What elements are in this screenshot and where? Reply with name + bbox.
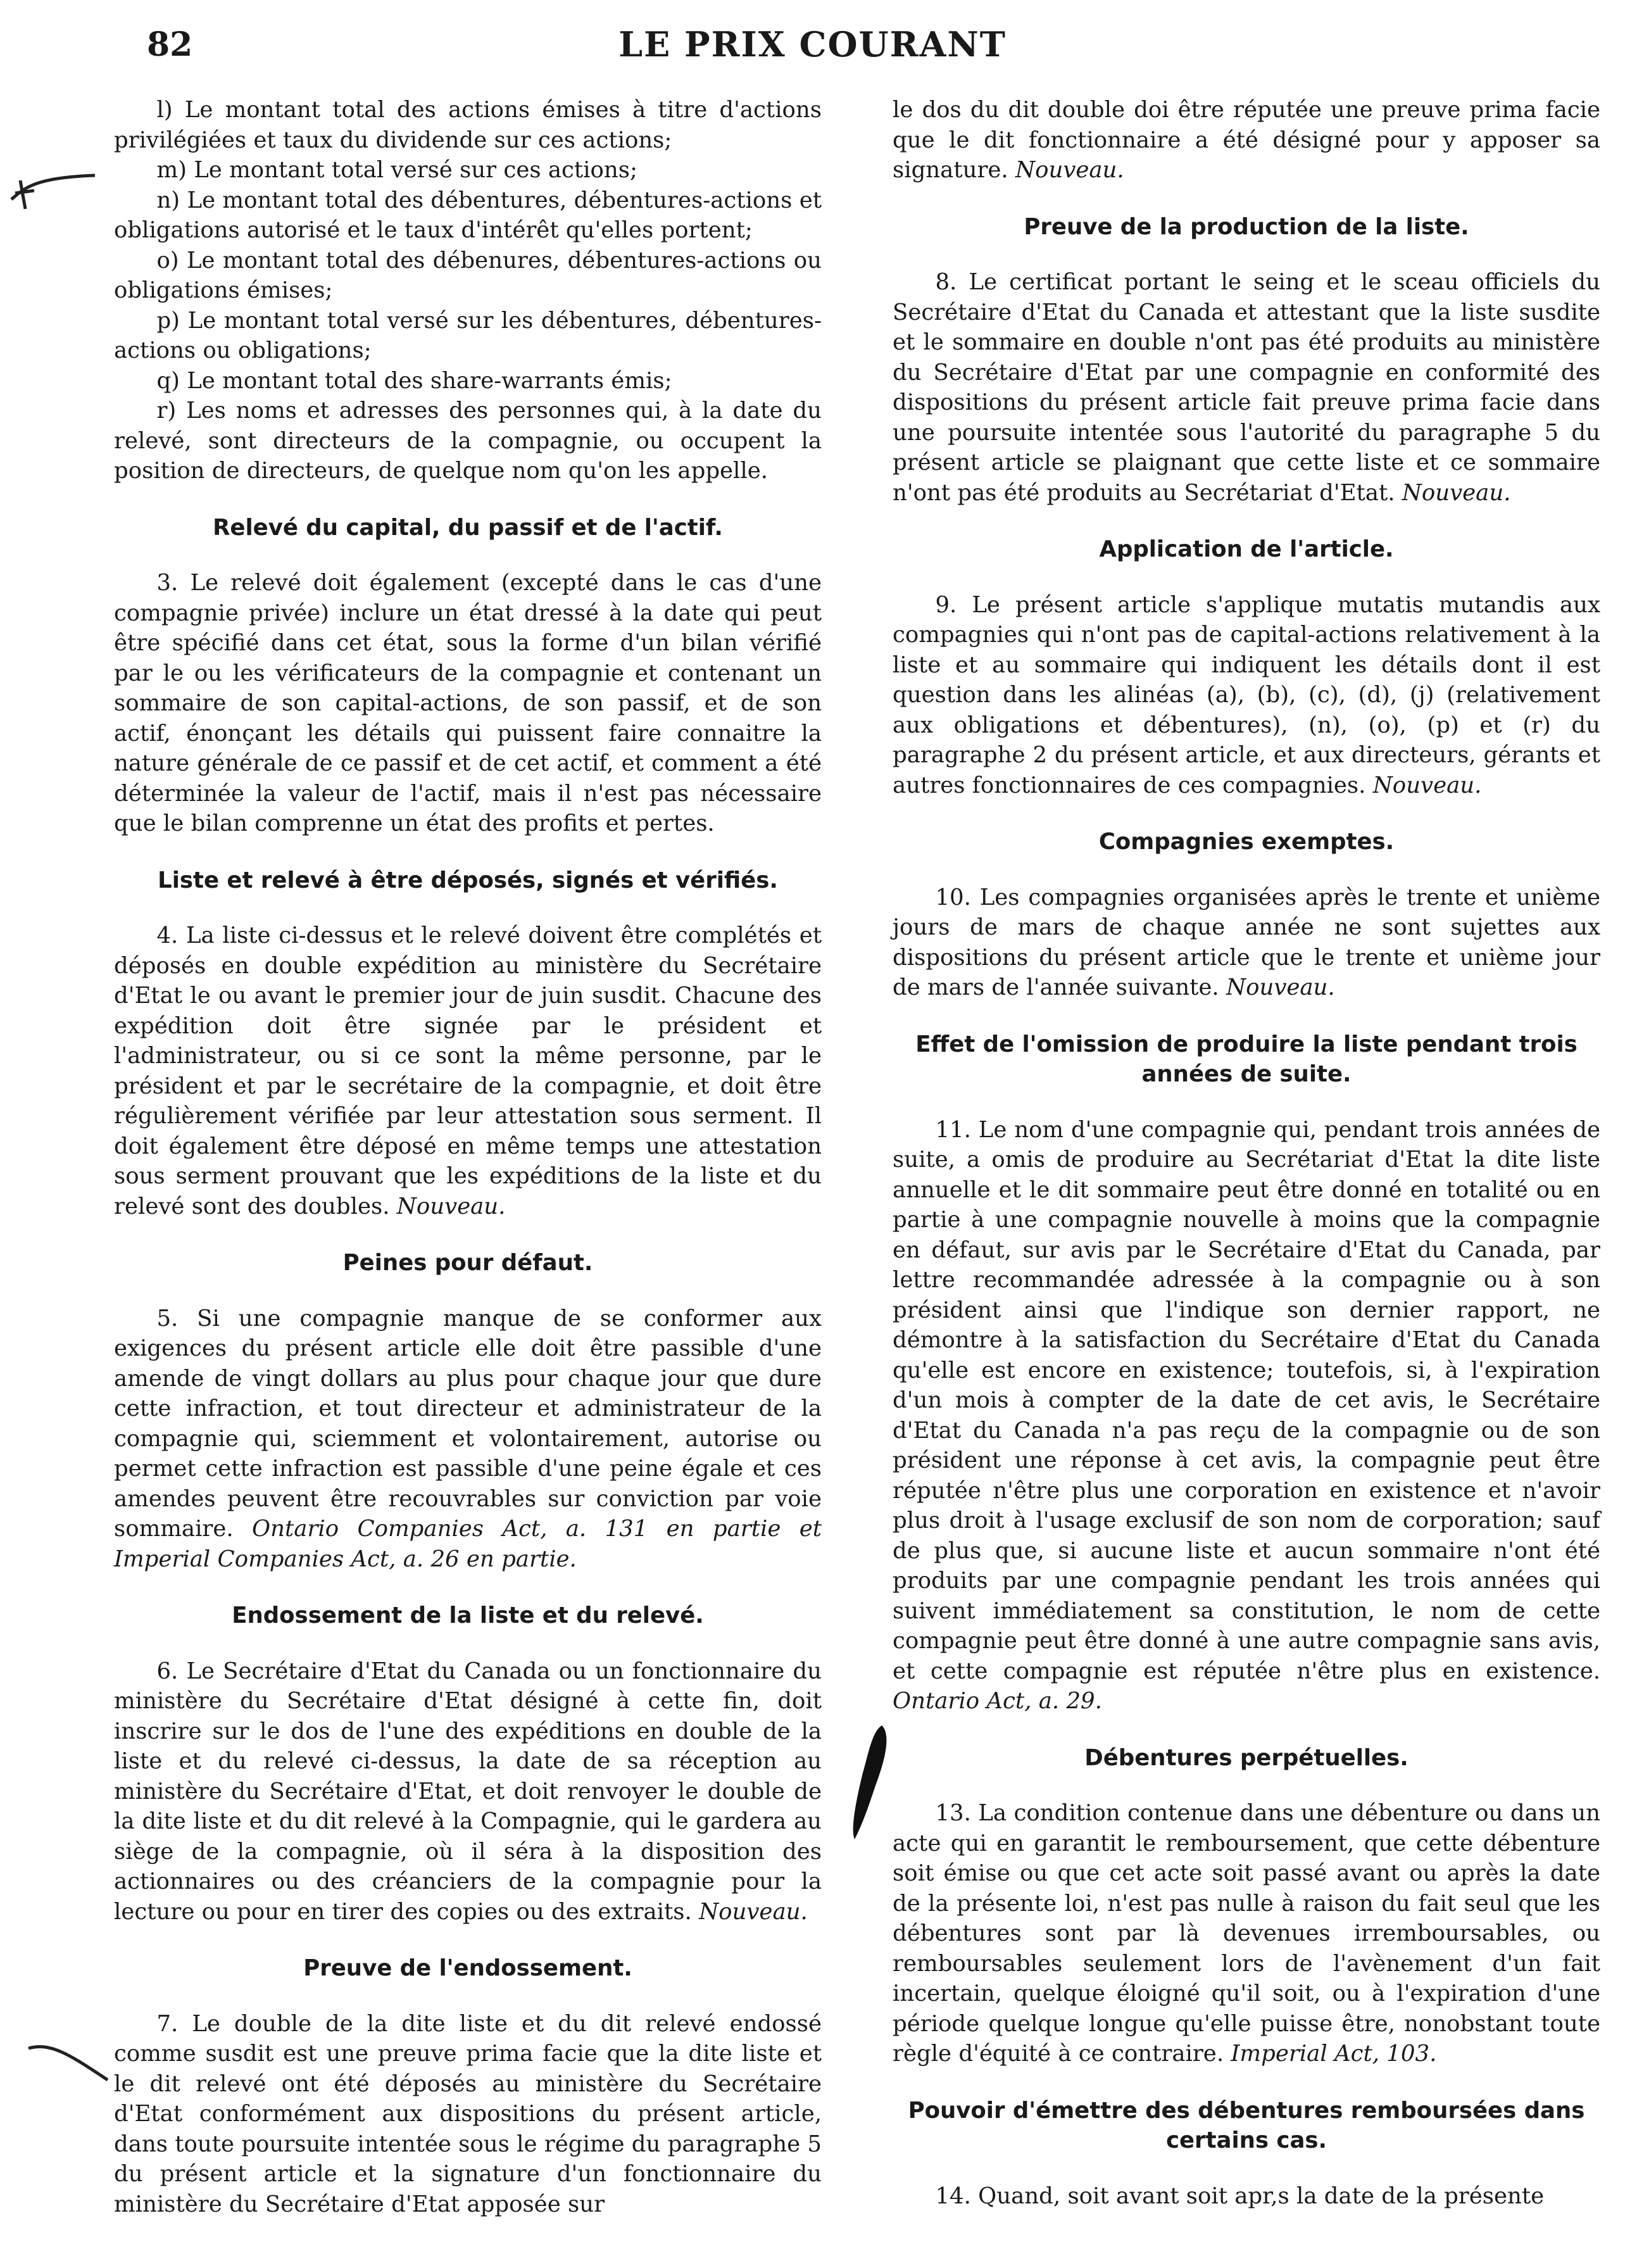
paragraph-9 [893, 590, 1600, 801]
paragraph-6-text: 6. Le Secrétaire d'Etat du Canada ou un fonctionnaire du ministère du Secrétaire d'Etat désigné à cette fin, doit inscrire sur le dos de l'une des expéditions en double de la liste et du relevé ci-dessus, la date de sa réception au ministère du Secrétaire d'Etat, et doit renvoyer le double de la dite liste et du dit relevé à la Compagnie, qui le gardera au siège de la compagnie, où il séra à la disposition des actionnaires ou des créanciers de la compagnie pour la lecture ou pour en tirer des copies ou des extraits. [114, 1658, 822, 1925]
paragraph-4-text: 4. La liste ci-dessus et le relevé doivent être complétés et déposés en double expédition au ministère du Secrétaire d'Etat le ou avant le premier jour de juin susdit. Chacune des expédition doit être signée par le président et l'administrateur, ou si ce sont la même personne, par le président et par le secrétaire de la compagnie, et doit être régulièrement vérifiée par leur attestation sous serment. Il doit également être déposé en même temps une attestation sous serment prouvant que les expéditions de la liste et du relevé sont des doubles. [114, 923, 822, 1219]
paragraph-4-note: Nouveau. [396, 1193, 506, 1219]
section-heading-preuve-endossement: Preuve de l'endossement. [303, 1955, 632, 1981]
paragraph-n: n) Le montant total des débentures, débentures-actions et obligations autorisé et le taux d'intérêt qu'elles portent; [114, 187, 822, 243]
paragraph-5-note: Ontario Companies Act, a. 131 en partie et Imperial Companies Act, a. 26 en partie. [114, 1516, 822, 1572]
paragraph-o: o) Le montant total des débenures, débentures-actions ou obligations émises; [114, 247, 822, 303]
section-heading-peines: Peines pour défaut. [342, 1250, 593, 1276]
section-heading-debentures: Débentures perpétuelles. [1084, 1744, 1409, 1771]
paragraph-11 [893, 1115, 1600, 1717]
paragraph-7-continued [893, 95, 1600, 186]
paragraph-13-note: Imperial Act, 103. [1231, 2041, 1437, 2067]
section-heading-preuve-production: Preuve de la production de la liste. [1024, 213, 1469, 240]
paragraph-10-text: 10. Les compagnies organisées après le trente et unième jours de mars de chaque année ne sont sujettes aux dispositions du présent article que le trente et unième jour de mars de l'année suivante. [893, 884, 1600, 1000]
paragraph-p: p) Le montant total versé sur les débentures, débentures-actions ou obligations; [114, 307, 822, 363]
margin-pen-mark-top [6, 161, 101, 218]
paragraph-3: 3. Le relevé doit également (excepté dans le cas d'une compagnie privée) inclure un état dressé à la date qui peut être spécifié dans cet état, sous la forme d'un bilan vérifié par le ou les vérificateurs de la compagnie et contenant un sommaire de son capital-actions, de son passif, et de son actif, énonçant les détails qui puissent faire connaitre la nature générale de ce passif et de cet actif, et comment a été déterminée la valeur de l'actif, mais il n'est pas nécessaire que le bilan comprenne un état des profits et pertes. [114, 570, 822, 836]
paragraph-5 [114, 1304, 822, 1575]
page-number: 82 [147, 25, 193, 64]
paragraph-8 [893, 267, 1600, 508]
paragraph-11-text: 11. Le nom d'une compagnie qui, pendant trois années de suite, a omis de produire au Secrétariat d'Etat la dite liste annuelle et le dit sommaire peut être donné en totalité ou en partie à une compagnie nouvelle à moins que la compagnie en défaut, sur avis par le Secrétaire d'Etat du Canada, par lettre recommandée adressée à la compagnie ou à son président ainsi que l'indique son dernier rapport, ne démontre à la satisfaction du Secrétaire d'Etat du Canada qu'elle est encore en existence; toutefois, si, à l'expiration d'un mois à compter de la date de cet avis, le Secrétaire d'Etat du Canada n'a pas reçu de la compagnie ou de son président une réponse à cet avis, la compagnie peut être réputée n'être plus une corporation en existence et n'avoir plus droit à l'usage exclusif de son nom de corporation; sauf de plus que, si aucune liste et aucun sommaire n'ont été produits par une compagnie pendant les trois années qui suivent immédiatement sa constitution, le nom de cette compagnie peut être donné à une autre compagnie sans avis, et cette compagnie est réputée n'être plus en existence. [893, 1116, 1600, 1684]
section-heading-compagnies: Compagnies exemptes. [1098, 829, 1395, 855]
paragraph-9-text: 9. Le présent article s'applique mutatis mutandis aux compagnies qui n'ont pas de capital-actions relativement à la liste et au sommaire qui indiquent les détails dont il est question dans les alinéas (a), (b), (c), (d), (j) (relativement aux obligations et débentures), (n), (o), (p) et (r) du paragraphe 2 du présent article, et aux directeurs, gérants et autres fonctionnaires de ces compagnies. [893, 591, 1600, 798]
running-title: LE PRIX COURANT [618, 24, 1007, 65]
section-heading-pouvoir: Pouvoir d'émettre des débentures remboursées dans certains cas. [908, 2097, 1585, 2153]
paragraph-r: r) Les noms et adresses des personnes qui, à la date du relevé, sont directeurs de la compagnie, ou occupent la position de directeurs, de quelque nom qu'on les appelle. [114, 398, 822, 484]
paragraph-10 [893, 883, 1600, 1003]
paragraph-6-note: Nouveau. [699, 1898, 808, 1925]
paragraph-7-continued-text: le dos du dit double doi être réputée une preuve prima facie que le dit fonctionnaire a été désigné pour y apposer sa signature. [893, 97, 1600, 183]
margin-pen-mark-bottom [25, 2036, 114, 2093]
paragraph-14: 14. Quand, soit avant soit apr,s la date de la présente [935, 2183, 1545, 2209]
ink-blot [847, 1722, 898, 1843]
paragraph-9-note: Nouveau. [1372, 772, 1482, 798]
left-column [114, 95, 822, 2219]
paragraph-l: l) Le montant total des actions émises à titre d'actions privilégiées et taux du dividende sur ces actions; [114, 97, 822, 153]
section-heading-application: Application de l'article. [1099, 536, 1394, 562]
section-heading-releve: Relevé du capital, du passif et de l'actif. [213, 514, 723, 541]
paragraph-7: 7. Le double de la dite liste et du dit relevé endossé comme susdit est une preuve prima facie que la dite liste et le dit relevé ont été déposés au ministère du Secrétaire d'Etat conformément aux dispositions du présent article, dans toute poursuite intentée sous le régime du paragraphe 5 du présent article et la signature d'un fonctionnaire du ministère du Secrétaire d'Etat apposée sur [114, 2010, 822, 2217]
paragraph-13-text: 13. La condition contenue dans une débenture ou dans un acte qui en garantit le remboursement, que cette débenture soit émise ou que cet acte soit passé avant ou après la date de la présente loi, n'est pas nulle à raison du fait seul que les débentures sont par là devenues irremboursables, ou remboursables seulement lors de l'avènement d'un fait incertain, quelque éloigné qu'il soit, ou à l'expiration d'une période quelque longue qu'elle puisse être, nonobstant toute règle d'équité à ce contraire. [893, 1800, 1600, 2067]
section-heading-effet: Effet de l'omission de produire la liste pendant trois années de suite. [915, 1031, 1578, 1087]
section-heading-liste: Liste et relevé à être déposés, signés et vérifiés. [158, 867, 778, 893]
paragraph-4 [114, 921, 822, 1221]
section-heading-endossement: Endossement de la liste et du relevé. [232, 1603, 704, 1629]
paragraph-7-note: Nouveau. [1015, 157, 1124, 183]
paragraph-13 [893, 1798, 1600, 2069]
paragraph-8-text: 8. Le certificat portant le seing et le sceau officiels du Secrétaire d'Etat du Canada et attestant que la liste susdite et le sommaire en double n'ont pas été produits au ministère du Secrétaire d'Etat par une compagnie en conformité des dispositions du présent article fait preuve prima facie dans une poursuite intentée sous l'autorité du paragraphe 5 du présent article se plaignant que cette liste et ce sommaire n'ont pas été produits au Secrétariat d'Etat. [893, 269, 1600, 506]
paragraph-m: m) Le montant total versé sur ces actions; [156, 157, 637, 183]
paragraph-10-note: Nouveau. [1226, 974, 1335, 1000]
right-column [893, 95, 1600, 2211]
paragraph-q: q) Le montant total des share-warrants émis; [156, 367, 672, 394]
paragraph-5-text: 5. Si une compagnie manque de se conformer aux exigences du présent article elle doit être passible d'une amende de vingt dollars au plus pour chaque jour que dure cette infraction, et tout directeur et administrateur de la compagnie qui, sciemment et volontairement, autorise ou permet cette infraction est passible d'une peine égale et ces amendes peuvent être recouvrables sur conviction par voie sommaire. [114, 1305, 822, 1542]
paragraph-8-note: Nouveau. [1402, 479, 1511, 506]
paragraph-11-note: Ontario Act, a. 29. [893, 1688, 1102, 1714]
paragraph-6 [114, 1656, 822, 1927]
